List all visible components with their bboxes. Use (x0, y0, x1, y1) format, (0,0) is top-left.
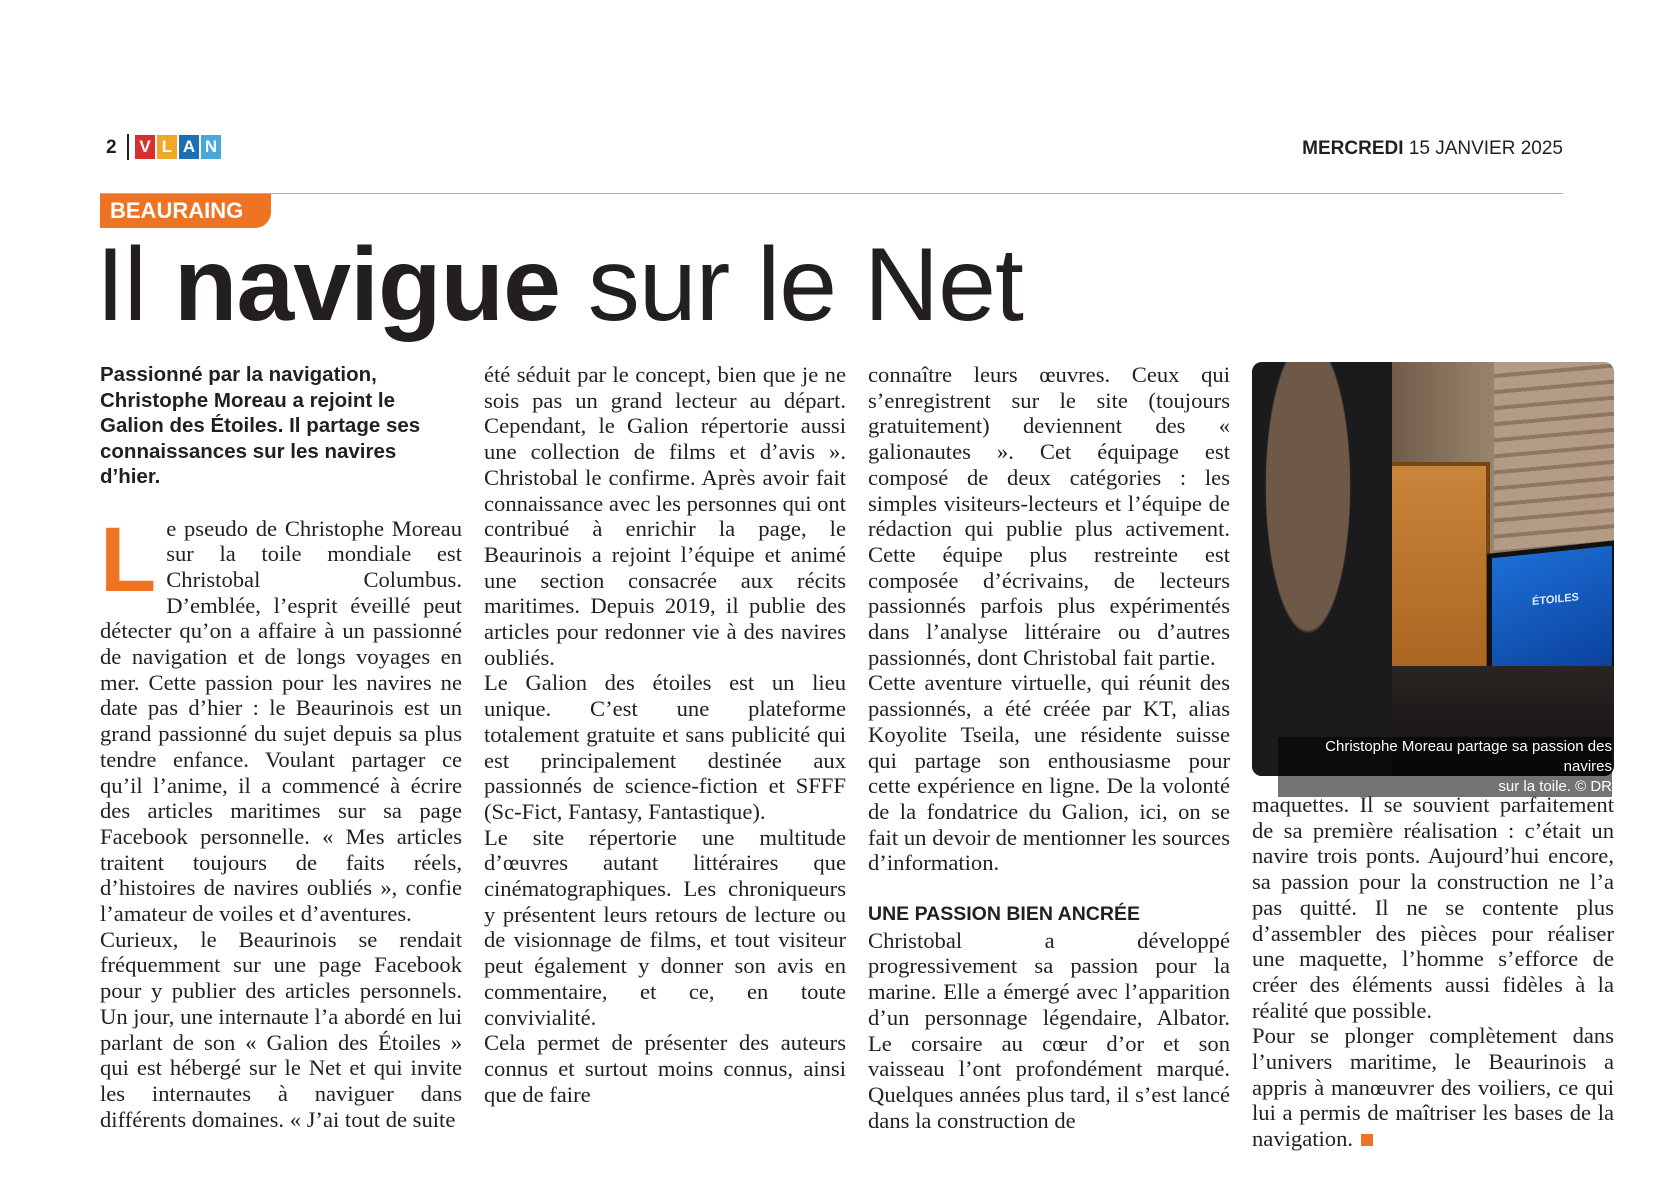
monitor-text: ÉTOILES (1532, 591, 1579, 609)
end-mark-icon (1361, 1134, 1373, 1146)
article-photo (1252, 362, 1614, 776)
paragraph: Curieux, le Beaurinois se rendait fréquemment sur une page Facebook pour y publier des articles personnels. Un jour, une internaute l’a abordé en lui parlant de son « Galion des Étoiles » qui est hébergé sur le Net et qui invite les internautes à naviguer dans différents domaines. « J’ai tout de suite (100, 926, 462, 1132)
article-column-3 (868, 362, 1230, 1133)
headline-part1: Il (96, 227, 146, 343)
article-column-2 (484, 362, 846, 1107)
logo-letter-l: L (157, 135, 177, 159)
paragraph (1252, 1023, 1614, 1152)
caption-line-1: Christophe Moreau partage sa passion des navires (1325, 738, 1612, 775)
paragraph-text: Pour se plonger complètement dans l’univers maritime, le Beaurinois a appris à manœuvrer des voiliers, ce qui lui a permis de maîtriser les bases de la navigation. (1252, 1023, 1614, 1152)
paragraph: maquettes. Il se souvient parfaitement de sa première réalisation : c’était un navire trois ponts. Aujourd’hui encore, sa passion pour la construction ne l’a pas quitté. Il ne se contente plus d’assembler des pièces pour réaliser une maquette, l’homme s’efforce de créer des éléments aussi fidèles à la réalité que possible. (1252, 792, 1614, 1023)
date-day: MERCREDI (1302, 138, 1404, 159)
paragraph: été séduit par le concept, bien que je ne sois pas un grand lecteur au départ. Cependant, le Galion répertorie aussi une collection de films et d’avis ». Christobal le confirme. Après avoir fait connaissance avec les personnes qui ont contribué à enrichir la page, le Beaurinois a rejoint l’équipe et animé une section consacrée aux récits maritimes. Depuis 2019, il publie des articles pour redonner vie à des navires oubliés. (484, 362, 847, 670)
header-separator (127, 134, 129, 160)
chapo: Passionné par la navigation, Christophe Moreau a rejoint le Galion des Étoiles. Il partage ses connaissances sur les navires d’hier. (100, 363, 421, 488)
date-rest: 15 JANVIER 2025 (1408, 138, 1563, 159)
paragraph-text: e pseudo de Christophe Moreau sur la toile mondiale est Christobal Columbus. D’emblée, l’esprit éveillé peut détecter qu’on a affaire à un passionné de navigation et de longs voyages en mer. Cette passion pour les navires ne date pas d’hier : le Beaurinois est un grand passionné du sujet depuis sa plus tendre enfance. Voulant partager ce qu’il l’anime, il a commencé à écrire des articles maritimes sur sa page Facebook personnelle. « Mes articles traitent toujours de faits réels, d’histoires de navires oubliés », confie l’amateur de voiles et d’aventures. (100, 515, 462, 927)
paragraph: connaître leurs œuvres. Ceux qui s’enregistrent sur le site (toujours gratuitement) deviennent des « galionautes ». Cet équipage est composé de deux catégories : les simples visiteurs-lecteurs et l’équipe de rédaction qui publie plus activement. Cette équipe plus restreinte est composée d’écrivains, de lecteurs passionnés parfois plus expérimentés dans l’analyse littéraire ou d’autres passionnés, dont Christobal fait partie. (868, 362, 1230, 670)
paragraph: Cela permet de présenter des auteurs connus et surtout moins connus, ainsi que de faire (484, 1030, 846, 1107)
logo-letter-n: N (201, 135, 221, 159)
vlan-logo (135, 135, 221, 159)
paragraph: Le site répertorie une multitude d’œuvres autant littéraires que cinématographiques. Les chroniqueurs y présentent leurs retours de lecture ou de visionnage de films, et tout visiteur peut également y donner son avis en commentaire, et ce, en toute convivialité. (484, 824, 846, 1030)
logo-letter-v: V (135, 135, 155, 159)
article-column-1 (100, 362, 462, 1132)
logo-letter-a: A (179, 135, 199, 159)
drop-cap: L (100, 508, 157, 611)
article-column-4 (1252, 792, 1614, 1152)
page-number: 2 (106, 137, 117, 158)
subhead: UNE PASSION BIEN ANCRÉE (868, 903, 1140, 926)
paragraph: Cette aventure virtuelle, qui réunit des passionnés, a été créée par KT, alias Koyolite Tseila, une résidente suisse qui partage son enthousiasme pour cette expérience en ligne. De la volonté de la fondatrice du Galion, ici, on se fait un devoir de mentionner les sources d’information. (868, 670, 1230, 876)
paragraph: Christobal a développé progressivement sa passion pour la marine. Elle a émergé avec l’apparition d’un personnage légendaire, Albator. Le corsaire au cœur d’or et son vaisseau l’ont profondément marqué. Quelques années plus tard, il s’est lancé dans la construction de (868, 927, 1230, 1133)
section-kicker: BEAURAING (100, 194, 271, 228)
headline-part3: sur le Net (587, 227, 1023, 343)
photo-person (1252, 362, 1392, 776)
paragraph (100, 508, 462, 927)
caption-line-2: sur la toile. © DR (1498, 778, 1612, 795)
headline-part2: navigue (173, 227, 560, 343)
headline (96, 226, 1023, 346)
issue-date (1302, 138, 1563, 160)
header-rule (100, 193, 1563, 194)
photo-caption (1278, 737, 1612, 797)
paragraph: Le Galion des étoiles est un lieu unique. C’est une plateforme totalement gratuite et sans publicité qui est principalement destinée aux passionnés de science-fiction et SFFF (Sc-Fict, Fantasy, Fantastique). (484, 670, 846, 824)
